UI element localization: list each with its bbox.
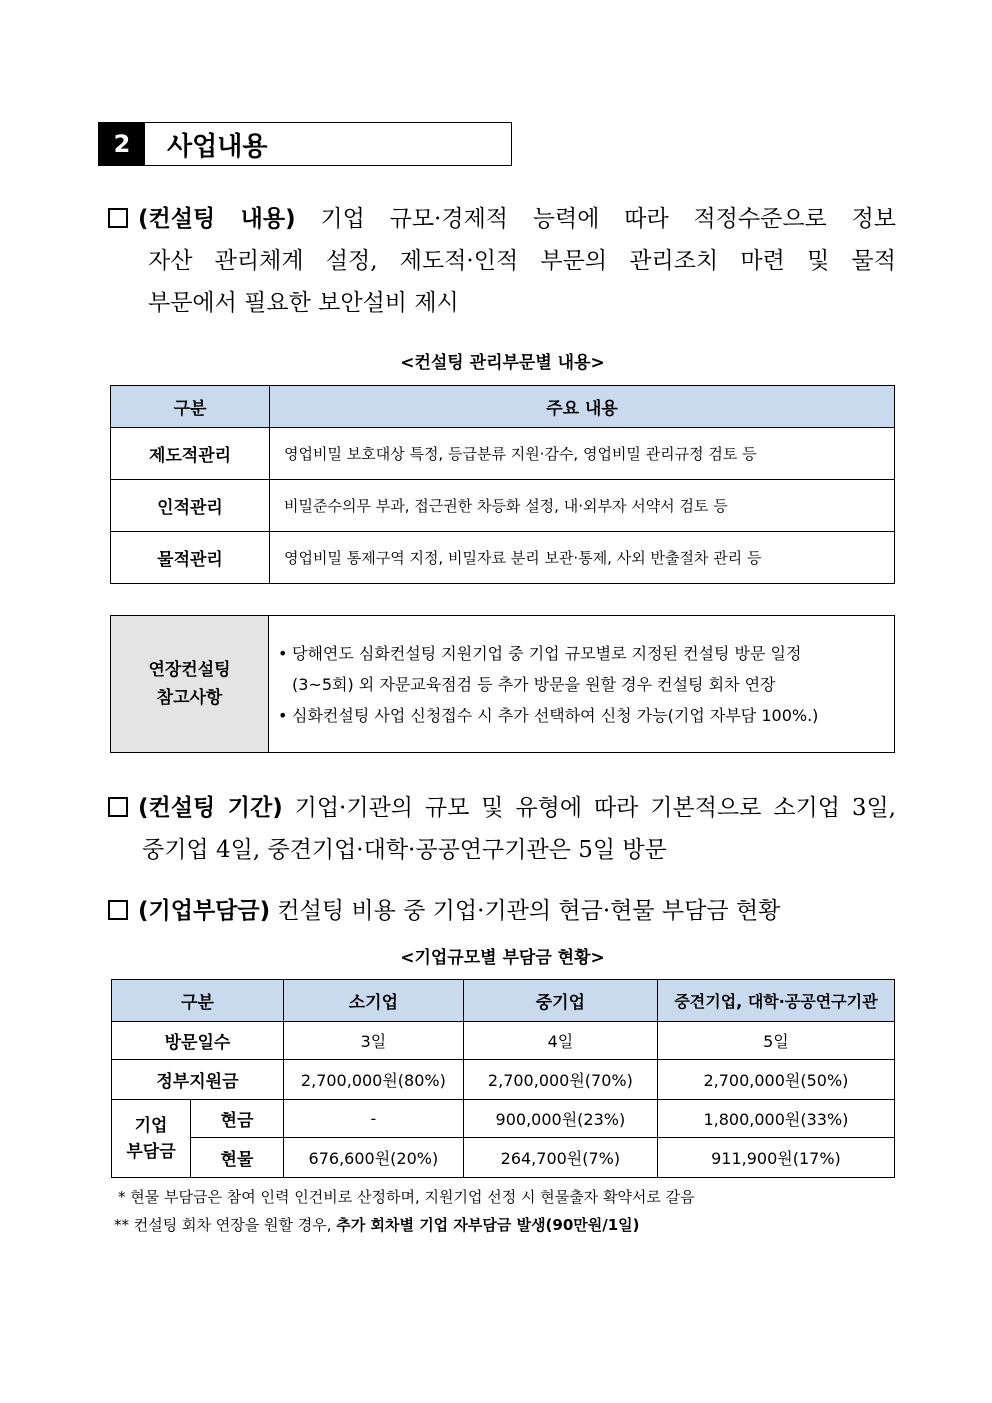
column-header: 중견기업, 대학·공공연구기관 <box>657 980 894 1022</box>
checkbox-square-icon <box>108 797 128 817</box>
table-row <box>111 428 895 480</box>
footnote <box>118 1183 898 1211</box>
paragraph-lead: (컨설팅 내용) <box>138 206 296 232</box>
table-row <box>112 1100 895 1138</box>
footnote <box>114 1211 898 1239</box>
note-item <box>278 700 884 731</box>
footnotes <box>114 1183 898 1239</box>
note-label <box>111 616 269 752</box>
note-text: 심화컨설팅 사업 신청접수 시 추가 선택하여 신청 가능(기업 자부담 100%.) <box>292 706 819 725</box>
table-cell: 2,700,000원(50%) <box>657 1060 894 1100</box>
column-header: 주요 내용 <box>270 386 895 428</box>
table-row <box>112 1060 895 1100</box>
bullet-dot-icon: • <box>278 706 288 725</box>
footnote-mark: * <box>118 1188 126 1206</box>
note-text: 당해연도 심화컨설팅 지원기업 중 기업 규모별로 지정된 컨설팅 방문 일정 <box>292 644 802 663</box>
paragraph-line: 부문에서 필요한 보안설비 제시 <box>148 290 459 316</box>
row-label: 현금 <box>191 1100 284 1138</box>
paragraph-lead: (기업부담금) <box>138 898 271 924</box>
row-group-label-line: 부담금 <box>126 1141 176 1162</box>
section-number: 2 <box>99 123 145 165</box>
paragraph-consulting-content <box>108 198 896 324</box>
table-row <box>112 1022 895 1060</box>
footnote-text: 컨설팅 회차 연장을 원할 경우, <box>133 1216 332 1234</box>
column-header: 구분 <box>112 980 284 1022</box>
row-group-label-line: 기업 <box>134 1115 168 1136</box>
management-area-table <box>110 385 895 584</box>
checkbox-square-icon <box>108 900 128 920</box>
row-label: 제도적관리 <box>111 428 270 480</box>
note-item-continuation: (3~5회) 외 자문교육점검 등 추가 방문을 원할 경우 컨설팅 회차 연장 <box>292 675 776 694</box>
column-header: 중기업 <box>463 980 657 1022</box>
table-header-row <box>111 386 895 428</box>
paragraph-text: 컨설팅 비용 중 기업·기관의 현금·현물 부담금 현황 <box>270 898 781 924</box>
checkbox-square-icon <box>108 208 128 228</box>
table-cell: 676,600원(20%) <box>283 1138 463 1178</box>
paragraph-line <box>108 198 896 240</box>
paragraph-company-share <box>108 890 896 932</box>
bullet-dot-icon: • <box>278 644 288 663</box>
row-label: 인적관리 <box>111 480 270 532</box>
table-cell: 1,800,000원(33%) <box>657 1100 894 1138</box>
paragraph-line: 자산 관리체계 설정, 제도적·인적 부문의 관리조치 마련 및 물적 <box>148 248 896 274</box>
table-cell: 3일 <box>283 1022 463 1060</box>
paragraph-line: 중기업 4일, 중견기업·대학·공공연구기관은 5일 방문 <box>142 837 667 863</box>
table-row <box>111 532 895 584</box>
note-body <box>278 638 884 731</box>
table-cell: 2,700,000원(80%) <box>283 1060 463 1100</box>
table-cell: 900,000원(23%) <box>463 1100 657 1138</box>
footnote-mark: ** <box>114 1216 129 1234</box>
table-row <box>111 480 895 532</box>
table-row <box>112 1138 895 1178</box>
row-content: 비밀준수의무 부과, 접근권한 차등화 설정, 내·외부자 서약서 검토 등 <box>270 480 895 532</box>
footnote-text: 현물 부담금은 참여 인력 인건비로 산정하며, 지원기업 선정 시 현물출자 확약서로 갈음 <box>130 1188 695 1206</box>
table-caption: <기업규모별 부담금 현황> <box>400 948 605 968</box>
row-content: 영업비밀 보호대상 특정, 등급분류 지원·감수, 영업비밀 관리규정 검토 등 <box>270 428 895 480</box>
row-label: 방문일수 <box>112 1022 284 1060</box>
section-title: 사업내용 <box>167 131 268 162</box>
table-header-row <box>112 980 895 1022</box>
cost-share-table <box>111 979 895 1178</box>
table-cell: 264,700원(7%) <box>463 1138 657 1178</box>
paragraph-text: 기업 규모·경제적 능력에 따라 적정수준으로 정보 <box>295 206 896 232</box>
note-label-line: 연장컨설팅 <box>148 660 231 680</box>
table-cell: - <box>283 1100 463 1138</box>
table-cell: 911,900원(17%) <box>657 1138 894 1178</box>
table-cell: 2,700,000원(70%) <box>463 1060 657 1100</box>
section-header <box>98 122 512 166</box>
footnote-emphasis: 추가 회차별 기업 자부담금 발생(90만원/1일) <box>336 1216 640 1234</box>
row-label: 현물 <box>191 1138 284 1178</box>
row-group-label <box>112 1100 191 1178</box>
row-content: 영업비밀 통제구역 지정, 비밀자료 분리 보관·통제, 사외 반출절차 관리 등 <box>270 532 895 584</box>
paragraph-line <box>108 787 896 829</box>
table-cell: 5일 <box>657 1022 894 1060</box>
column-header: 소기업 <box>283 980 463 1022</box>
paragraph-text: 기업·기관의 규모 및 유형에 따라 기본적으로 소기업 3일, <box>282 795 896 821</box>
note-label-line: 참고사항 <box>156 688 223 708</box>
row-label: 물적관리 <box>111 532 270 584</box>
column-header: 구분 <box>111 386 270 428</box>
paragraph-consulting-period <box>108 787 896 871</box>
table-cell: 4일 <box>463 1022 657 1060</box>
table-caption: <컨설팅 관리부문별 내용> <box>400 353 605 373</box>
note-item <box>278 638 884 669</box>
paragraph-line <box>108 890 896 932</box>
row-label: 정부지원금 <box>112 1060 284 1100</box>
extension-note-box <box>110 615 895 753</box>
paragraph-lead: (컨설팅 기간) <box>138 795 283 821</box>
